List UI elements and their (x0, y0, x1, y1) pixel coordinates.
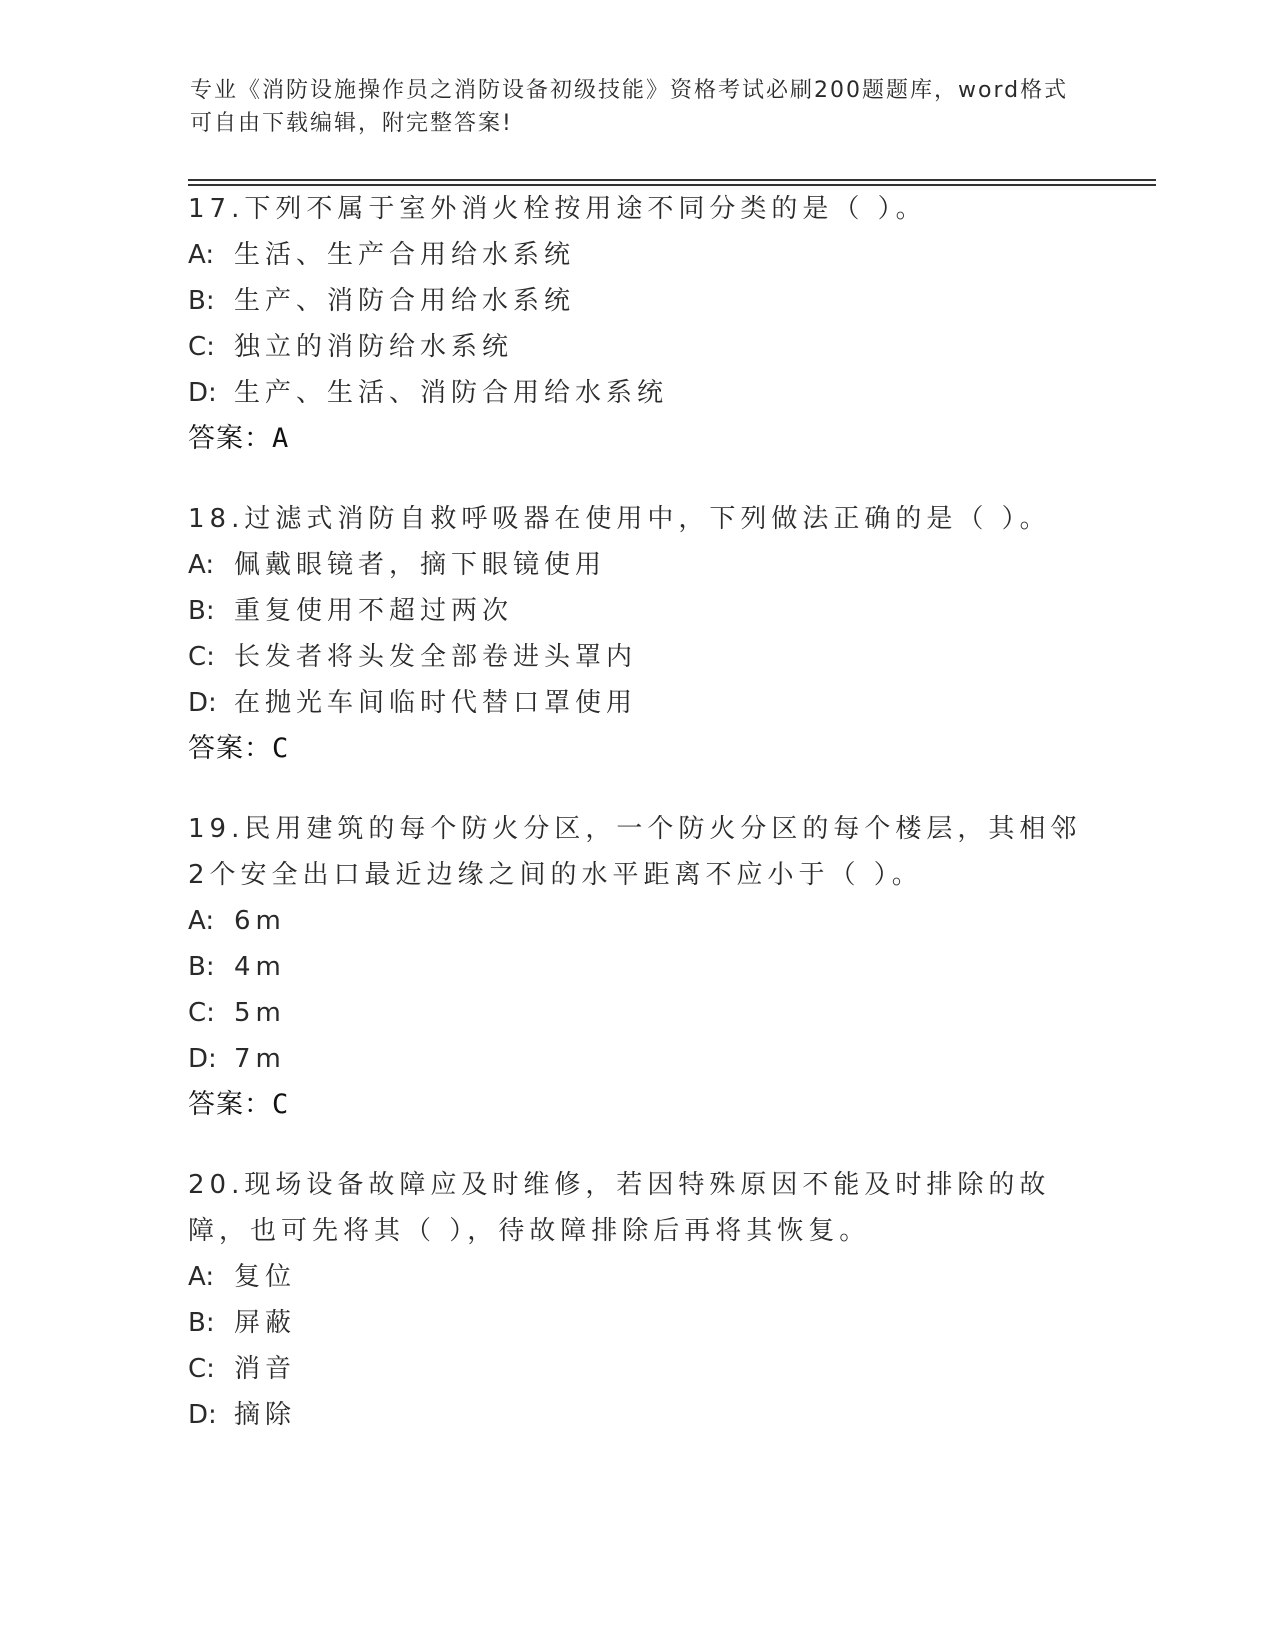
option-letter: D: (188, 688, 217, 718)
option-d (188, 1392, 1088, 1438)
option-b (188, 278, 1088, 324)
option-text: 6m (234, 906, 286, 936)
question-19 (188, 806, 1088, 1128)
option-d (188, 370, 1088, 416)
option-a (188, 542, 1088, 588)
option-letter: D: (188, 1044, 217, 1074)
answer-value: A (272, 423, 290, 454)
option-text: 佩戴眼镜者，摘下眼镜使用 (234, 550, 607, 580)
option-letter: C: (188, 332, 215, 362)
option-c (188, 324, 1088, 370)
answer-label: 答案： (188, 733, 272, 764)
option-c (188, 634, 1088, 680)
answer-line (188, 1082, 1088, 1128)
answer-label: 答案： (188, 423, 272, 454)
option-letter: B: (188, 596, 215, 626)
option-letter: A: (188, 1262, 215, 1292)
question-stem: 17.下列不属于室外消火栓按用途不同分类的是（ ）。 (188, 194, 927, 224)
question-stem: 20.现场设备故障应及时维修，若因特殊原因不能及时排除的故障，也可先将其（ ），待故障排除后再将其恢复。 (188, 1170, 1051, 1246)
option-text: 长发者将头发全部卷进头罩内 (234, 642, 638, 672)
option-text: 生活、生产合用给水系统 (234, 240, 576, 270)
option-text: 5m (234, 998, 286, 1028)
option-a (188, 1254, 1088, 1300)
question-stem: 18.过滤式消防自救呼吸器在使用中，下列做法正确的是（ ）。 (188, 504, 1051, 534)
question-20 (188, 1162, 1088, 1438)
option-text: 独立的消防给水系统 (234, 332, 514, 362)
option-letter: B: (188, 286, 215, 316)
question-list (188, 186, 1088, 1472)
answer-line (188, 416, 1088, 462)
option-a (188, 898, 1088, 944)
question-18 (188, 496, 1088, 772)
option-text: 4m (234, 952, 286, 982)
option-text: 生产、消防合用给水系统 (234, 286, 576, 316)
option-letter: D: (188, 378, 217, 408)
option-text: 生产、生活、消防合用给水系统 (234, 378, 669, 408)
option-text: 消音 (234, 1354, 297, 1384)
option-letter: C: (188, 1354, 215, 1384)
option-text: 重复使用不超过两次 (234, 596, 514, 626)
option-b (188, 944, 1088, 990)
option-a (188, 232, 1088, 278)
option-d (188, 680, 1088, 726)
option-text: 在抛光车间临时代替口罩使用 (234, 688, 638, 718)
option-c (188, 1346, 1088, 1392)
option-b (188, 588, 1088, 634)
option-c (188, 990, 1088, 1036)
option-letter: A: (188, 550, 215, 580)
header-divider-top (188, 179, 1156, 181)
option-letter: B: (188, 952, 215, 982)
option-text: 复位 (234, 1262, 297, 1292)
option-text: 7m (234, 1044, 286, 1074)
answer-value: C (272, 1089, 290, 1120)
option-letter: A: (188, 240, 215, 270)
option-letter: C: (188, 998, 215, 1028)
document-header: 专业《消防设施操作员之消防设备初级技能》资格考试必刷200题题库，word格式可自由下载编辑，附完整答案! (190, 78, 1069, 136)
option-letter: C: (188, 642, 215, 672)
answer-label: 答案： (188, 1089, 272, 1120)
option-b (188, 1300, 1088, 1346)
answer-line (188, 726, 1088, 772)
option-text: 屏蔽 (234, 1308, 297, 1338)
option-letter: B: (188, 1308, 215, 1338)
option-letter: D: (188, 1400, 217, 1430)
answer-value: C (272, 733, 290, 764)
question-stem: 19.民用建筑的每个防火分区，一个防火分区的每个楼层，其相邻2个安全出口最近边缘之间的水平距离不应小于（ ）。 (188, 814, 1082, 890)
option-text: 摘除 (234, 1400, 297, 1430)
question-17 (188, 186, 1088, 462)
option-letter: A: (188, 906, 215, 936)
option-d (188, 1036, 1088, 1082)
